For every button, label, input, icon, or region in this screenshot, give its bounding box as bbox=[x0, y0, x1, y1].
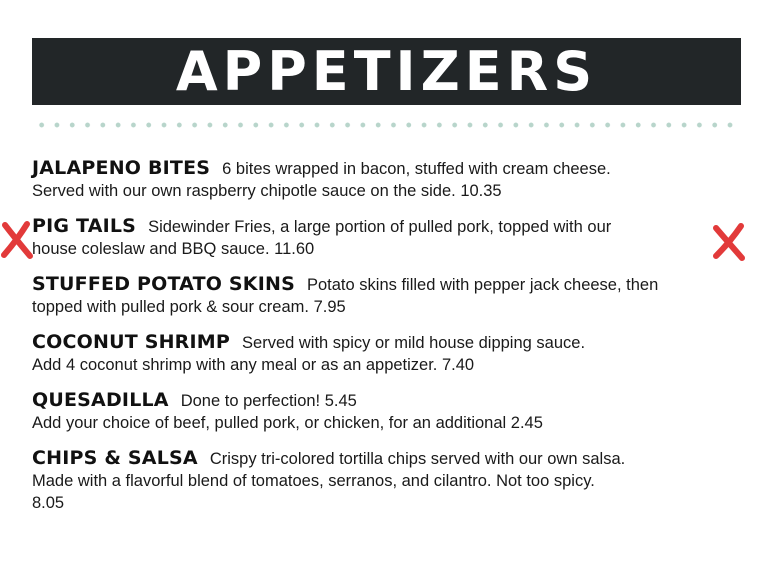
dotted-divider bbox=[34, 122, 742, 128]
menu-item-list bbox=[32, 158, 747, 528]
menu-item-description: Done to perfection! 5.45 bbox=[180, 392, 357, 410]
x-mark-icon bbox=[0, 220, 34, 260]
menu-item-name: CHIPS & SALSA bbox=[32, 447, 198, 469]
menu-item bbox=[32, 448, 747, 514]
page-title: APPETIZERS bbox=[175, 39, 598, 103]
menu-item-description: Made with a flavorful blend of tomatoes, serranos, and cilantro. Not too spicy. bbox=[32, 472, 595, 490]
menu-item-description: Add your choice of beef, pulled pork, or chicken, for an additional 2.45 bbox=[32, 414, 543, 432]
menu-item-description: Crispy tri-colored tortilla chips served with our own salsa. bbox=[209, 450, 626, 468]
menu-item-description: 6 bites wrapped in bacon, stuffed with cream cheese. bbox=[222, 160, 611, 178]
menu-item-description: 8.05 bbox=[32, 494, 65, 512]
menu-item bbox=[32, 274, 747, 318]
menu-item-description: Served with spicy or mild house dipping sauce. bbox=[242, 334, 586, 352]
menu-item-description: topped with pulled pork & sour cream. 7.95 bbox=[32, 298, 346, 316]
menu-item-description: Potato skins filled with pepper jack cheese, then bbox=[306, 276, 659, 294]
menu-item bbox=[32, 216, 747, 260]
menu-item-description: Add 4 coconut shrimp with any meal or as an appetizer. 7.40 bbox=[32, 356, 475, 374]
menu-item-name: QUESADILLA bbox=[32, 389, 169, 411]
menu-item-name: PIG TAILS bbox=[32, 215, 137, 237]
menu-item-description: Sidewinder Fries, a large portion of pulled pork, topped with our bbox=[148, 218, 612, 236]
menu-item bbox=[32, 332, 747, 376]
x-mark-icon bbox=[712, 222, 746, 262]
menu-item bbox=[32, 390, 747, 434]
title-banner bbox=[32, 38, 741, 105]
menu-item-description: Served with our own raspberry chipotle sauce on the side. 10.35 bbox=[32, 182, 502, 200]
menu-item-name: COCONUT SHRIMP bbox=[32, 331, 231, 353]
menu-item-description: house coleslaw and BBQ sauce. 11.60 bbox=[32, 240, 315, 258]
menu-item bbox=[32, 158, 747, 202]
menu-item-name: STUFFED POTATO SKINS bbox=[32, 273, 295, 295]
menu-item-name: JALAPENO BITES bbox=[32, 157, 211, 179]
